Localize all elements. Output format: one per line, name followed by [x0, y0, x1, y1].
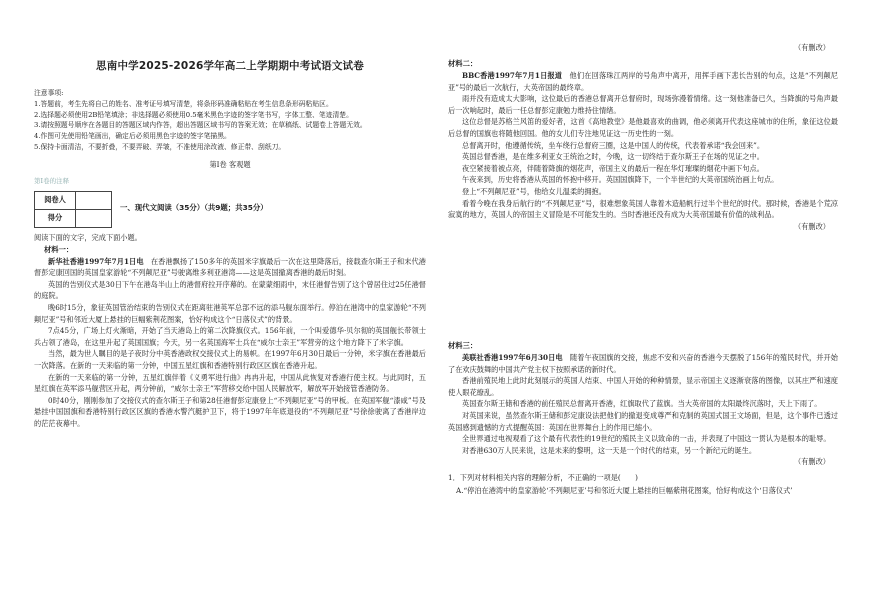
note-item: 3.请按照题号顺序在各题目的答题区域内作答，超出答题区域书写的答案无效；在草稿纸、试题卷上答题无效。 — [34, 121, 367, 130]
material1-paragraph: 晚6时15分，象征英国管治结束的告别仪式在距离驻港英军总部不远的添马舰东面举行。停泊在港湾中的皇家游轮“不列颠尼亚”号和邻近大厦上悬挂的巨幅紫荆花图案，恰好构成这个“日落仪式”的背景。 — [34, 302, 426, 324]
material3-paragraph: 香港前殖民地上此时此刻展示的英国人结束、中国人开始的种种情景，显示帝国主义逐渐衰落的图像，以其庄严和速度使人眼花缭乱。 — [448, 376, 838, 397]
material1-heading: 材料一： — [44, 244, 74, 254]
material2-paragraph: 这位总督是苏格兰风笛的爱好者，这首《高地教堂》是他最喜欢的曲调，他必须离开代表这座城市的住所，象征这位最后总督的国旗也将随他回国。他的女儿们专注地见证这一历史性的一刻。 — [448, 117, 838, 138]
material3-heading: 材料三： — [448, 341, 478, 350]
material2-paragraph: 看着今晚在我身后航行的“不列颠尼亚”号，很难想象英国人靠着木造船帆行过半个世纪的时代。那时候，香港是个荒凉寂寞的地方，英国人的帝国主义冒险是不可能发生的。当时香港还没有成为大英帝国最有价值的战利品。 — [448, 198, 838, 220]
material1-paragraph: 7点45分，广场上灯火渐暗，开始了当天港岛上的第二次降旗仪式。156年前，一个叫爱德华·贝尔彻的英国舰长带领士兵占领了港岛，在这里升起了英国国旗；今天，另一名英国海军士兵在“威尔士亲王”军营旁的这个地方降下了米字旗。 — [34, 326, 426, 347]
dateline: 美联社香港1997年6月30日电 — [462, 353, 563, 362]
note-item: 2.选择题必须使用2B铅笔填涂；非选择题必须使用0.5毫米黑色字迹的签字笔书写，字体工整、笔迹清楚。 — [34, 110, 353, 119]
material2-block — [448, 42, 838, 233]
material3-paragraph: 对英国来说，虽然查尔斯王储和彭定康设法把他们的撤退变成尊严和克制的英国式国王文场面，但是，这个事件已透过英国感到遗憾的方式提醒英国：英国在世界舞台上的作用已缩小。 — [448, 410, 838, 432]
material2-heading: 材料二： — [448, 59, 478, 68]
part-annotation: 第Ⅰ卷的注释 — [34, 177, 70, 185]
notes-heading: 注意事项: — [34, 89, 64, 97]
material1-paragraph: 当然，最为世人瞩目的是子夜时分中英香港政权交接仪式上的易帜。在1997年6月30日最后一分钟，米字旗在香港最后一次降落。在新的一天来临的第一分钟，中国五星红旗和香港特别行政区区旗在香港升起。 — [34, 349, 426, 370]
material2-paragraph: 雨并没有造成太大影响，这位最后的香港总督离开总督府时，现场弥漫着情绪。这一刻他准备已久，当降旗的号角声最后一次响起时，最后一任总督彭定康勉力维持住情绪。 — [448, 94, 838, 115]
source-note: （有删改） — [794, 43, 830, 52]
exam-title: 思南中学2025-2026学年高二上学期期中考试语文试卷 — [96, 60, 364, 72]
note-item: 4.作图可先使用铅笔画出，确定后必须用黑色字迹的签字笔描黑。 — [34, 132, 231, 141]
material2-paragraph: 总督离开时，他遵循传统，坐车绕行总督府三圈，这是中国人的传统，代表着承诺“我会回来”。 — [462, 140, 765, 150]
source-note: （有删改） — [794, 221, 830, 231]
material3-block — [448, 340, 838, 497]
score-blank[interactable] — [76, 210, 112, 228]
score-box — [34, 191, 112, 228]
note-item: 5.保持卡面清洁，不要折叠，不要弄破、弄皱，不准使用涂改液、修正带、刮纸刀。 — [34, 142, 286, 151]
material1-paragraph: 0时40分，刚刚参加了交接仪式的查尔斯王子和第28任港督彭定康登上“不列颠尼亚”号的甲板。在英国军舰“漆咸”号及悬挂中国国旗和香港特别行政区区旗的香港水警汽艇护卫下，将于1997年年底退役的“不列颠尼亚”号徐徐驶离了香港岸边的茫茫夜幕中。 — [34, 395, 426, 428]
question-stem: 1．下列对材料相关内容的理解分析，不正确的一项是( ) — [448, 473, 638, 483]
material1-paragraph: 英国的告别仪式是30日下午在港岛半山上的港督府拉开序幕的。在蒙蒙细雨中，末任港督告别了这个曾居住过25任港督的庭院。 — [34, 279, 426, 301]
reviewer-blank[interactable] — [76, 192, 112, 210]
material1-paragraph: 新华社香港1997年7月1日电 在香港飘扬了150多年的英国米字旗最后一次在这里降落后，接载查尔斯王子和末代港督彭定康回国的英国皇家游轮“不列颠尼亚”号驶离维多利亚港湾——这是英国撤离香港的最后时刻。 — [34, 256, 426, 278]
dateline: BBC香港1997年7月1日报道 — [462, 71, 563, 80]
material2-paragraph: 英国总督香港，是在维多利亚女王统治之时，今晚，这一切终结于查尔斯王子在场的见证之中。 — [462, 152, 764, 162]
material2-paragraph: 登上“不列颠尼亚”号，他给女儿温柔的拥抱。 — [462, 186, 606, 196]
question-option-a[interactable]: A.“停泊在港湾中的皇家游轮‘不列颠尼亚’号和邻近大厦上悬挂的巨幅紫荆花图案，恰好构成这个‘日落仪式’ — [456, 485, 793, 495]
instruction: 阅读下面的文字，完成下面小题。 — [34, 233, 142, 242]
material3-paragraph: 美联社香港1997年6月30日电 随着午夜国旗的交接，焦虑不安和兴奋的香港今天摆脱了156年的殖民时代，并开始了在欢庆鼓舞的中国共产党主权下按照承诺的新时代。 — [448, 353, 838, 374]
material3-paragraph: 全世界通过电视观看了这个最有代表性的19世纪的殖民主义以致命的一击，并表现了中国这一贯认为是根本的耻辱。 — [462, 434, 831, 444]
material2-paragraph: 午夜来到，历史将香港从英国的怀抱中移开。英国国旗降下，一个半世纪的大英帝国统治画上句点。 — [462, 175, 779, 185]
dateline: 新华社香港1997年7月1日电 — [48, 256, 144, 266]
source-note: （有删改） — [794, 457, 830, 467]
reviewer-label: 阅卷人 — [35, 192, 76, 210]
material2-paragraph: 夜空紧接着被点亮，伴随着降旗的烟花声，帝国主义的最后一程在华灯璀璨的烟花中画下句点。 — [462, 163, 764, 173]
material1-block — [34, 232, 426, 430]
note-item: 1.答题前，考生先将自己的姓名、准考证号填写清楚，将条形码准确粘贴在考生信息条形码粘贴区。 — [34, 99, 333, 108]
part-title: 第Ⅰ卷 客观题 — [209, 160, 251, 169]
notes-block — [34, 88, 426, 153]
score-label: 得分 — [35, 210, 76, 228]
section-heading: 一、现代文阅读（35分）（共9题；共35分） — [120, 203, 268, 212]
material3-paragraph: 英国查尔斯王储和香港的前任殖民总督离开香港，红旗取代了蓝旗。当大英帝国的太阳最终沉落时，天上下雨了。 — [462, 399, 822, 409]
material3-paragraph: 对香港630万人民来说，这是未来的黎明，这一天是一个时代的结束，另一个新纪元的诞生。 — [462, 445, 757, 455]
material2-paragraph: BBC香港1997年7月1日报道 他们在回落珠江两岸的号角声中离开，用挥手画下悲长告别的句点，这是“不列颠尼亚”号的最后一次航行，大英帝国的最终章。 — [448, 71, 838, 92]
material1-paragraph: 在新的一天来临的第一分钟，五星红旗伴着《义勇军进行曲》冉冉升起，中国从此恢复对香港行使主权。与此同时，五星红旗在英军添马舰营区升起，两分钟前，“威尔士亲王”军营移交给中国人民解放军，解放军开始接管香港防务。 — [34, 372, 426, 394]
